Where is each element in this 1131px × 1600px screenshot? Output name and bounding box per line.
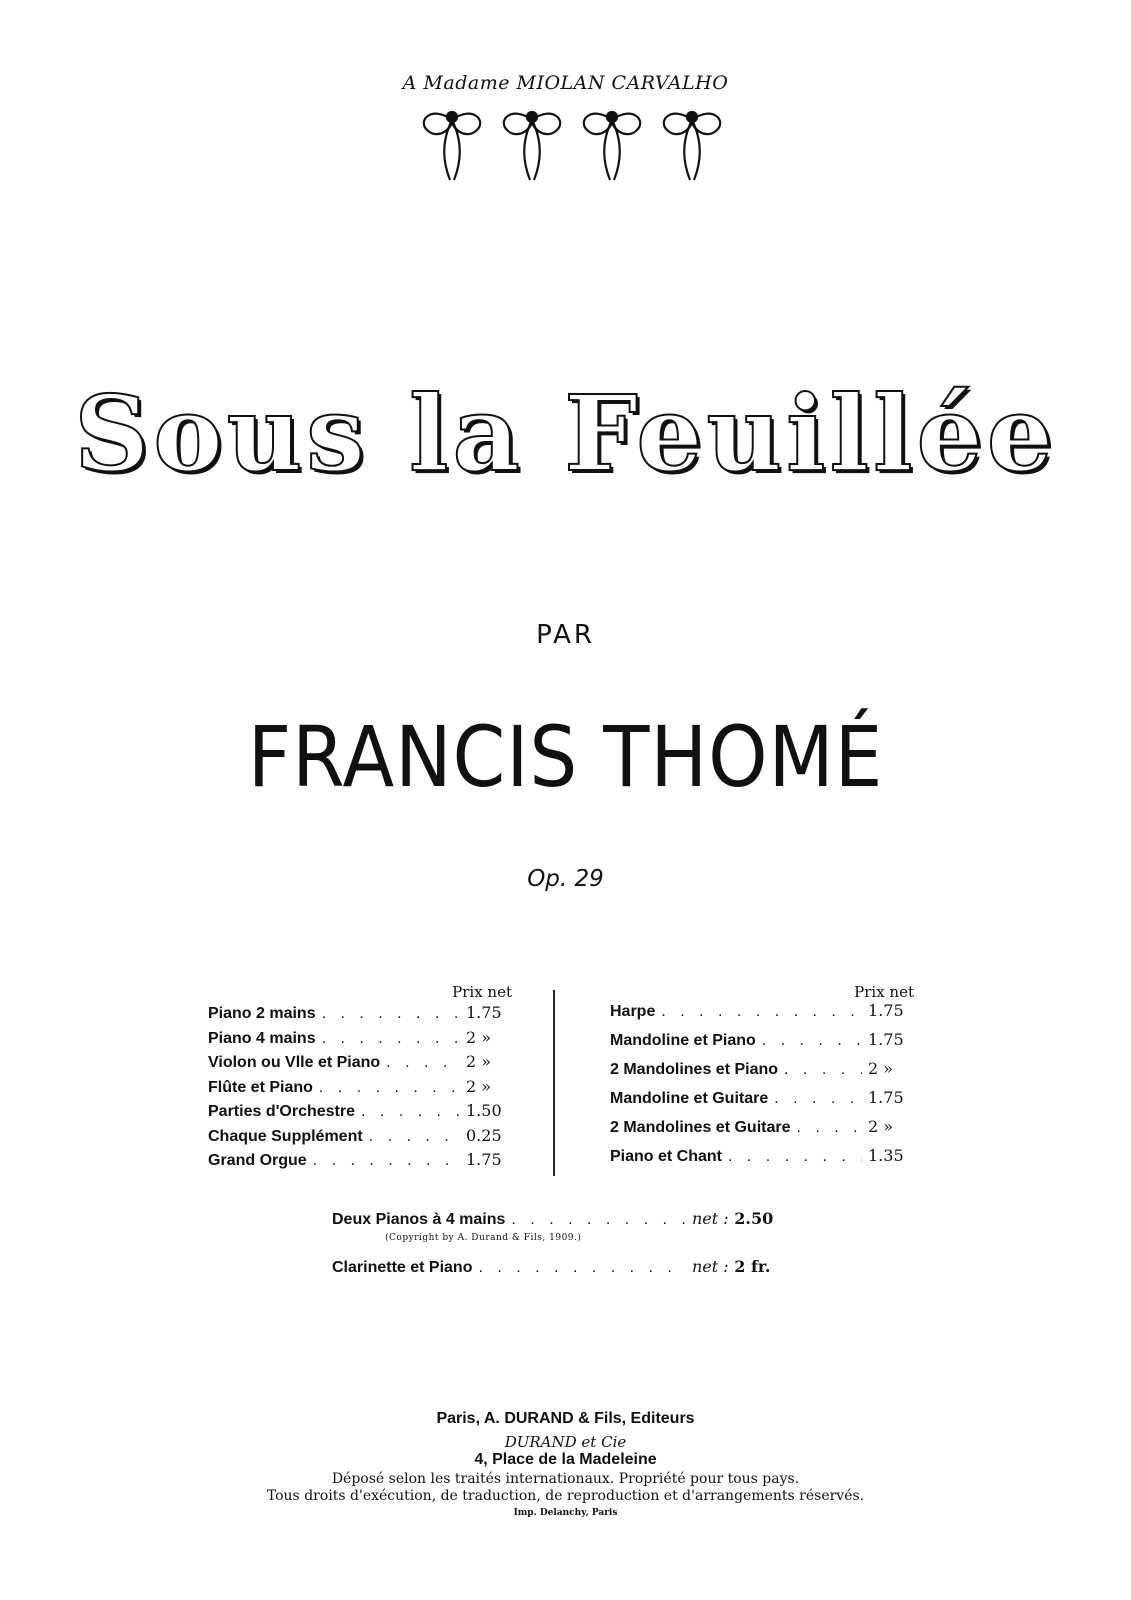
- par-label: PAR: [536, 620, 595, 650]
- legal-depose: Déposé selon les traités internationaux. Propriété pour tous pays.: [331, 1471, 800, 1487]
- copyright-note: (Copyright by A. Durand & Fils, 1909.): [385, 1233, 582, 1243]
- imprint: Imp. Delanchy, Paris: [513, 1508, 618, 1518]
- publisher: Paris, A. DURAND & Fils, Editeurs: [436, 1410, 695, 1427]
- price-row: Mandoline et Guitare . . . 1.75: [610, 1088, 920, 1117]
- price-row: Piano et Chant . . . 1.35: [610, 1146, 920, 1175]
- price-row: Piano 4 mains . . . 2 »: [208, 1028, 518, 1053]
- price-row: Violon ou Vlle et Piano . . . 2 »: [208, 1052, 518, 1077]
- price-row: 2 Mandolines et Guitare . . . 2 »: [610, 1117, 920, 1146]
- column-divider: [553, 990, 555, 1176]
- clarinette-row: Clarinette et Piano . . . net : 2 fr.: [332, 1257, 782, 1279]
- price-row: Harpe . . . 1.75: [610, 1001, 920, 1030]
- ornament-1: [424, 112, 480, 180]
- ornament-3: [584, 112, 640, 180]
- price-row: Piano 2 mains . . . 1.75: [208, 1003, 518, 1028]
- composer-name: FRANCIS THOMÉ: [247, 708, 884, 806]
- dedication: A Madame MIOLAN CARVALHO: [402, 72, 729, 94]
- ornament-decoration: [412, 100, 732, 190]
- price-row: 2 Mandolines et Piano . . . 2 »: [610, 1059, 920, 1088]
- page-title: Sous la Feuillée: [74, 372, 1057, 495]
- price-row: Flûte et Piano . . . 2 »: [208, 1077, 518, 1102]
- ornament-2: [504, 112, 560, 180]
- price-header: Prix net: [854, 983, 914, 1001]
- price-row: Parties d'Orchestre . . . 1.50: [208, 1101, 518, 1126]
- price-header: Prix net: [452, 983, 512, 1001]
- price-row: Chaque Supplément . . . 0.25: [208, 1126, 518, 1151]
- price-list-right: [610, 983, 920, 1175]
- address: 4, Place de la Madeleine: [474, 1451, 657, 1468]
- ornament-4: [664, 112, 720, 180]
- legal-rights: Tous droits d'exécution, de traduction, de reproduction et d'arrangements réservés.: [266, 1488, 865, 1504]
- firm-name: DURAND et Cie: [504, 1433, 627, 1451]
- price-list-left: [208, 983, 518, 1175]
- price-row: Mandoline et Piano . . . 1.75: [610, 1030, 920, 1059]
- deux-pianos-row: Deux Pianos à 4 mains . . . net : 2.50: [332, 1209, 782, 1231]
- opus-number: Op. 29: [527, 866, 604, 892]
- price-row: Grand Orgue . . . 1.75: [208, 1150, 518, 1175]
